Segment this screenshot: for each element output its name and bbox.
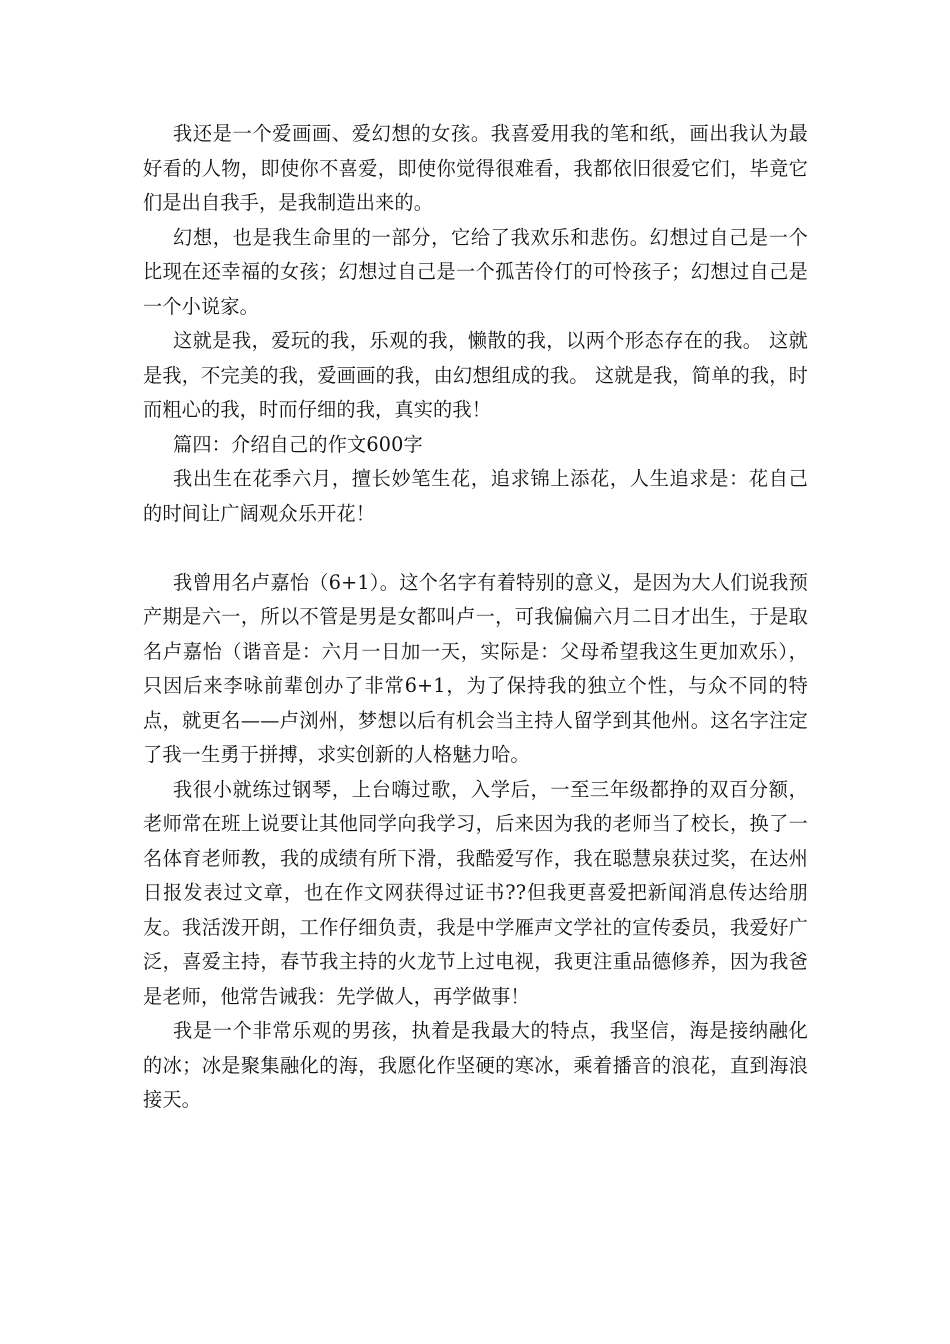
paragraph: 我出生在花季六月，擅长妙笔生花，追求锦上添花，人生追求是：花自己的时间让广阔观众乐开花！ — [143, 467, 808, 525]
paragraph: 这就是我，爱玩的我，乐观的我，懒散的我，以两个形态存在的我。 这就是我，不完美的我，爱画画的我，由幻想组成的我。 这就是我，简单的我，时而粗心的我，时而仔细的我，真实的我！ — [143, 329, 808, 421]
paragraph: 我很小就练过钢琴，上台嗨过歌，入学后，一至三年级都挣的双百分额，老师常在班上说要让其他同学向我学习，后来因为我的老师当了校长，换了一名体育老师教，我的成绩有所下滑，我酷爱写作，我在聪慧泉获过奖，在达州日报发表过文章，也在作文网获得过证书??但我更喜爱把新闻消息传达给朋友。我活泼开朗，工作仔细负责，我是中学雁声文学社的宣传委员，我爱好广泛，喜爱主持，春节我主持的火龙节上过电视，我更注重品德修养，因为我爸是老师，他常告诫我：先学做人，再学做事！ — [143, 777, 808, 1008]
blank-line — [143, 531, 808, 566]
document-body — [143, 117, 808, 1118]
paragraph: 我曾用名卢嘉怡（6+1）。这个名字有着特别的意义，是因为大人们说我预产期是六一，所以不管是男是女都叫卢一，可我偏偏六月二日才出生，于是取名卢嘉怡（谐音是：六月一日加一天，实际是：父母希望我这生更加欢乐），只因后来李咏前辈创办了非常6+1，为了保持我的独立个性，与众不同的特点，就更名——卢浏州，梦想以后有机会当主持人留学到其他州。这名字注定了我一生勇于拼搏，求实创新的人格魅力哈。 — [143, 570, 808, 766]
paragraph: 幻想，也是我生命里的一部分，它给了我欢乐和悲伤。幻想过自己是一个比现在还幸福的女孩；幻想过自己是一个孤苦伶仃的可怜孩子；幻想过自己是一个小说家。 — [143, 225, 808, 318]
section-heading: 篇四：介绍自己的作文600字 — [173, 432, 423, 456]
paragraph: 我还是一个爱画画、爱幻想的女孩。我喜爱用我的笔和纸，画出我认为最好看的人物，即使你不喜爱，即使你觉得很难看，我都依旧很爱它们，毕竟它们是出自我手，是我制造出来的。 — [143, 122, 808, 214]
paragraph: 我是一个非常乐观的男孩，执着是我最大的特点，我坚信，海是接纳融化的冰；冰是聚集融化的海，我愿化作坚硬的寒冰，乘着播音的浪花，直到海浪接天。 — [143, 1019, 808, 1111]
